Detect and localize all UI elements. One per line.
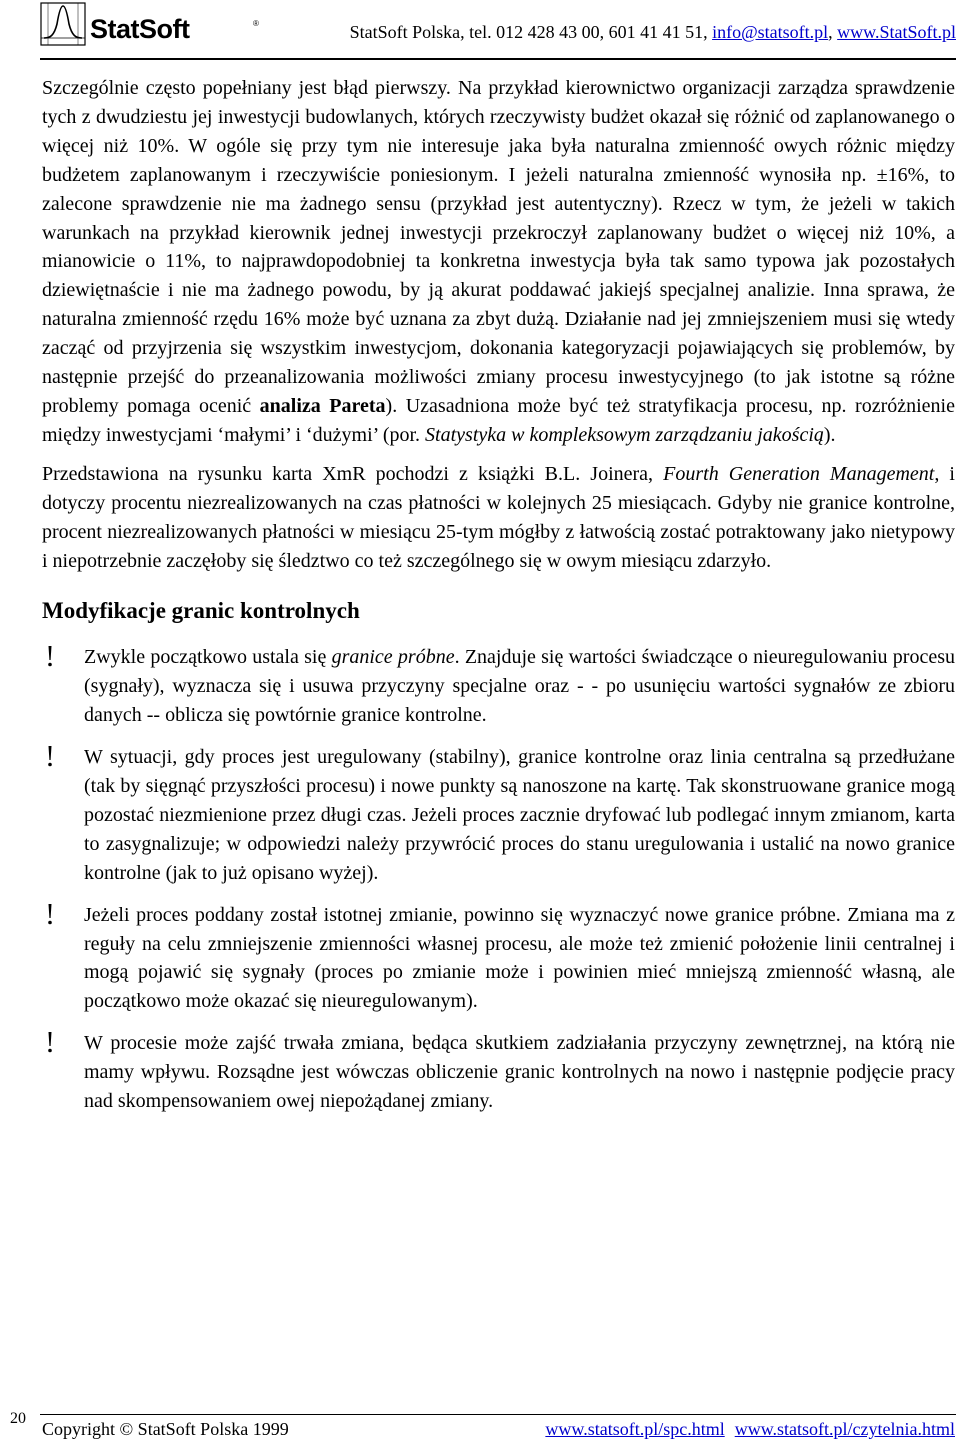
italic-book-title: Fourth Generation Management (663, 462, 935, 485)
paragraph-text: Szczególnie często popełniany jest błąd pierwszy. Na przykład kierownictwo organizacji zarządza sprawdzenie tych z dwudziestu jej inwestycji budowlanych, których rzeczywisty budżet okazał się różnić od zaplanowanego o więcej niż 10%. W ogóle się przy tym nie interesuje jaka była naturalna zmienność owych różnic między budżetem zaplanowanym i rzeczywiście poniesionym. I jeżeli naturalna zmienność wynosiła np. ±16%, to zalecone sprawdzenie nie ma żadnego sensu (przykład jest autentyczny). Rzecz w tym, że jeżeli w takich warunkach na przykład kierownik jednej inwestycji przekroczył zaplanowany budżet o więcej niż 10%, a mianowicie o 11%, to najprawdopodobniej ta konkretna inwestycja była tak samo typowa jak pozostałych dziewiętnaście i nie ma żadnego powodu, by ją akurat poddawać jakiejś specjalnej analizie. Inna sprawa, że naturalna zmienność rzędu 16% może być uznana za zbyt dużą. Działanie nad jej zmniejszeniem musi się wtedy zacząć od przyjrzenia się wszystkim inwestycjom, dokonania kategoryzacji pojawiających się problemów, by następnie przejść do przeanalizowania możliwości zmiany procesu inwestycyjnego (to jak istotne są różne problemy pomaga ocenić (42, 77, 955, 417)
contact-text: StatSoft Polska, tel. 012 428 43 00, 601 41 41 51, (349, 22, 713, 42)
list-item-text: Jeżeli proces poddany został istotnej zmianie, powinno się wyznaczyć nowe granice próbne. Zmiana ma z reguły na celu zmniejszenie zmienności własnej procesu, ale może też zmienić położenie linii centralnej i mogą pojawić się sygnały (proces po zmianie może i powinien mieć mniejszą zmienność własną, ale początkowo może okazać się nieuregulowanym). (84, 903, 955, 1013)
spc-link[interactable]: www.statsoft.pl/spc.html (545, 1419, 725, 1439)
website-link[interactable]: www.StatSoft.pl (837, 22, 956, 42)
paragraph-xmr-chart (42, 460, 955, 576)
list-item (42, 901, 955, 1017)
page-number: 20 (10, 1410, 26, 1427)
list-item-text: W sytuacji, gdy proces jest uregulowany (stabilny), granice kontrolne oraz linia centralna są przedłużane (tak by sięgnąć przyszłości procesu) i nowe punkty są nanoszone na kartę. Tak skonstruowane granice mogą pozostać niezmienione przez długi czas. Jeżeli proces zacznie dryfować lub podlegać innym zmianom, karta to zasygnalizuje; w odpowiedzi należy przywrócić proces do stanu uregulowania i ustalić na nowo granice kontrolne (jak to już opisano wyżej). (84, 746, 955, 884)
paragraph-text: ). Uzasadniona może być też stratyfikacja procesu, np. rozróżnienie między inwestycjami ‘małymi’ i ‘dużymi’ (por. (42, 394, 955, 446)
exclamation-bullet-icon (46, 745, 54, 767)
paragraph-text: ). (823, 423, 836, 446)
exclamation-bullet-icon (46, 1031, 54, 1053)
list-item (42, 743, 955, 888)
list-item-text: W procesie może zajść trwała zmiana, będąca skutkiem zadziałania przyczyny zewnętrznej, na którą nie mamy wpływu. Rozsądne jest wówczas obliczenie granic kontrolnych na nowo i następnie podjęcie pracy nad skompensowaniem owej niepożądanej zmiany. (84, 1032, 955, 1113)
contact-separator: , (828, 22, 838, 42)
list-item-text: Zwykle początkowo ustala się (84, 646, 332, 669)
paragraph-errors (42, 74, 955, 450)
main-content (42, 74, 955, 1129)
footer-links (545, 1418, 955, 1440)
page-header (40, 0, 956, 60)
list-item (42, 643, 955, 730)
paragraph-text: Przedstawiona na rysunku karta XmR pochodzi z książki B.L. Joinera, (42, 462, 664, 485)
bullet-list (42, 643, 955, 1116)
page-footer (42, 1418, 955, 1442)
czytelnia-link[interactable]: www.statsoft.pl/czytelnia.html (734, 1419, 955, 1439)
registered-mark: ® (253, 19, 259, 28)
bold-term: analiza Pareta (259, 394, 386, 417)
logo-wordmark: StatSoft (90, 14, 190, 44)
list-item-text: . Znajduje się wartości świadczące o nieuregulowaniu procesu (sygnały), wyznacza się i usuwa przyczyny specjalne oraz - - po usunięciu wartości sygnałów ze zbioru danych -- oblicza się powtórnie granice kontrolne. (84, 646, 955, 727)
copyright-text: Copyright © StatSoft Polska 1999 (42, 1419, 289, 1439)
footer-divider (40, 1414, 956, 1415)
italic-term: granice próbne (331, 646, 455, 669)
statsoft-logo-icon (40, 2, 86, 46)
italic-reference: Statystyka w kompleksowym zarządzaniu jakością (425, 423, 824, 446)
header-contact (247, 21, 956, 43)
exclamation-bullet-icon (46, 645, 54, 667)
email-link[interactable]: info@statsoft.pl (712, 22, 829, 42)
list-item (42, 1029, 955, 1116)
section-heading: Modyfikacje granic kontrolnych (42, 598, 360, 624)
exclamation-bullet-icon (46, 903, 54, 925)
paragraph-text: , i dotyczy procentu niezrealizowanych na czas płatności w kolejnych 25 miesiącach. Gdyby nie granice kontrolne, procent niezrealizowanych płatności w miesiącu 25-tym mógłby z łatwością zostać potraktowany jako nietypowy i niepotrzebnie zaczęłoby się śledztwo co też szczególnego się w owym miesiącu zdarzyło. (42, 462, 955, 572)
